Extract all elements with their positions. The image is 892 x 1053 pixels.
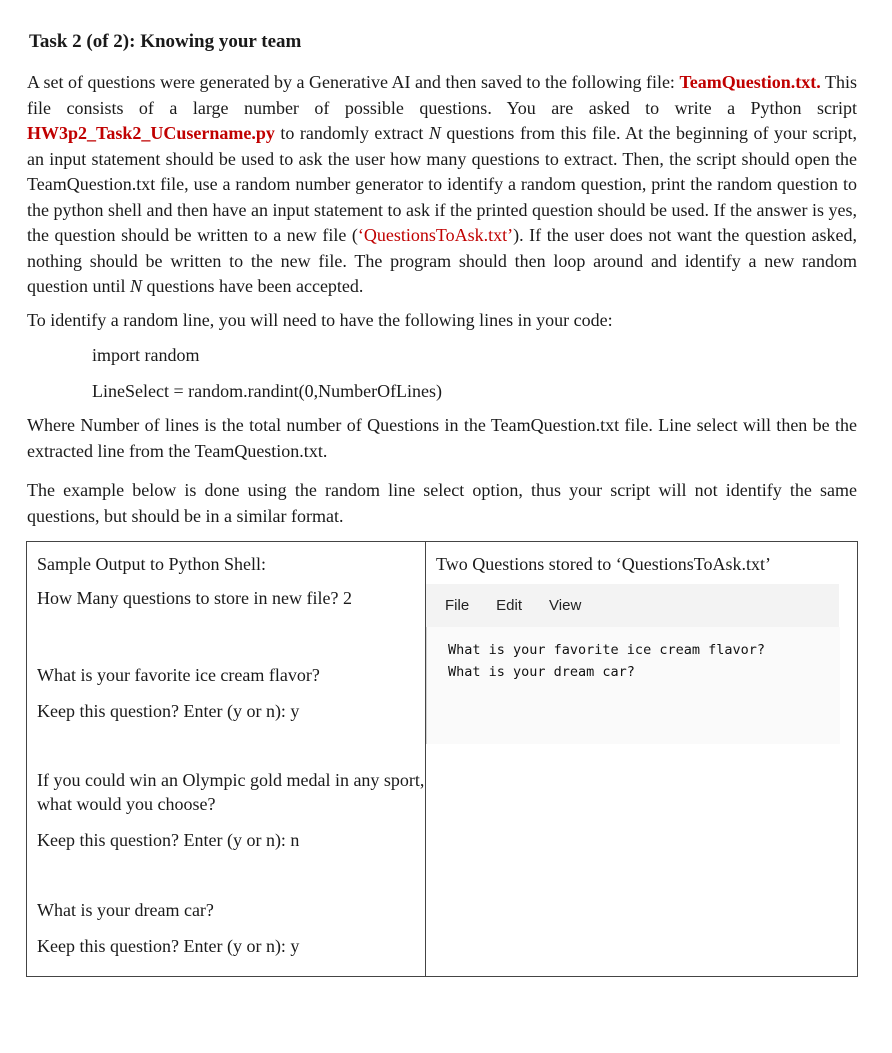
shell-question-2: If you could win an Olympic gold medal in any sport, what would you choose? xyxy=(37,770,425,814)
team-question-filename: TeamQuestion.txt. xyxy=(679,72,821,92)
random-line-intro: To identify a random line, you will need to have the following lines in your code: xyxy=(27,309,613,330)
n-variable-2: N xyxy=(130,276,143,296)
menu-view[interactable]: View xyxy=(549,597,582,614)
questions-to-ask-filename: ‘QuestionsToAsk.txt’ xyxy=(357,225,514,245)
task-heading: Task 2 (of 2): Knowing your team xyxy=(29,31,302,52)
example-paragraph: The example below is done using the random line select option, thus your script will not identify the same questions, but should be in a similar format. xyxy=(27,480,857,526)
code-line-import: import random xyxy=(92,345,200,365)
intro-text-5: ). If the user does not want the question asked, nothing should be written to the new file. The program should then loop around and identify a new random question until xyxy=(27,225,857,296)
intro-text-2: This file consists of a large number of possible questions. You are asked to write a Python script xyxy=(27,72,857,118)
shell-keep-3: Keep this question? Enter (y or n): y xyxy=(37,936,300,956)
shell-question-3: What is your dream car? xyxy=(37,900,214,920)
shell-header: Sample Output to Python Shell: xyxy=(37,554,267,574)
intro-text-1: A set of questions were generated by a Generative AI and then saved to the following file: xyxy=(27,72,680,92)
intro-paragraph xyxy=(27,70,857,300)
n-variable-1: N xyxy=(428,123,441,143)
code-line-lineselect: LineSelect = random.randint(0,NumberOfLines) xyxy=(92,381,443,401)
menu-file[interactable]: File xyxy=(445,597,470,614)
notepad-window xyxy=(426,584,839,744)
where-paragraph: Where Number of lines is the total number of Questions in the TeamQuestion.txt file. Line select will then be the extracted line from the TeamQuestion.txt. xyxy=(27,415,857,461)
python-shell-cell xyxy=(27,542,426,977)
shell-question-1: What is your favorite ice cream flavor? xyxy=(37,665,320,685)
notepad-text-area[interactable] xyxy=(426,627,840,744)
document-page xyxy=(27,30,857,977)
stored-questions-cell xyxy=(426,542,858,977)
shell-prompt: How Many questions to store in new file? 2 xyxy=(37,588,352,608)
intro-text-3: to randomly extract xyxy=(274,123,429,143)
intro-text-6: questions have been accepted. xyxy=(142,276,364,296)
intro-text-4: questions from this file. At the beginning of your script, an input statement should be used to ask the user how many questions to extract. Then, the script should open the TeamQuestion.txt file, use a random number generator to identify a random question, print the random question to the python shell and then have an input statement to ask if the printed question should be used. If the answer is yes, the question should be written to a new file ( xyxy=(27,123,858,245)
shell-keep-2: Keep this question? Enter (y or n): n xyxy=(37,830,300,850)
notepad-menubar xyxy=(426,584,839,627)
shell-keep-1: Keep this question? Enter (y or n): y xyxy=(37,701,300,721)
notepad-line-2: What is your dream car? xyxy=(448,664,635,680)
menu-edit[interactable]: Edit xyxy=(496,597,523,614)
notepad-line-1: What is your favorite ice cream flavor? xyxy=(448,642,765,658)
script-filename: HW3p2_Task2_UCusername.py xyxy=(27,123,275,143)
sample-output-table xyxy=(26,541,858,977)
stored-header: Two Questions stored to ‘QuestionsToAsk.txt’ xyxy=(436,554,771,574)
